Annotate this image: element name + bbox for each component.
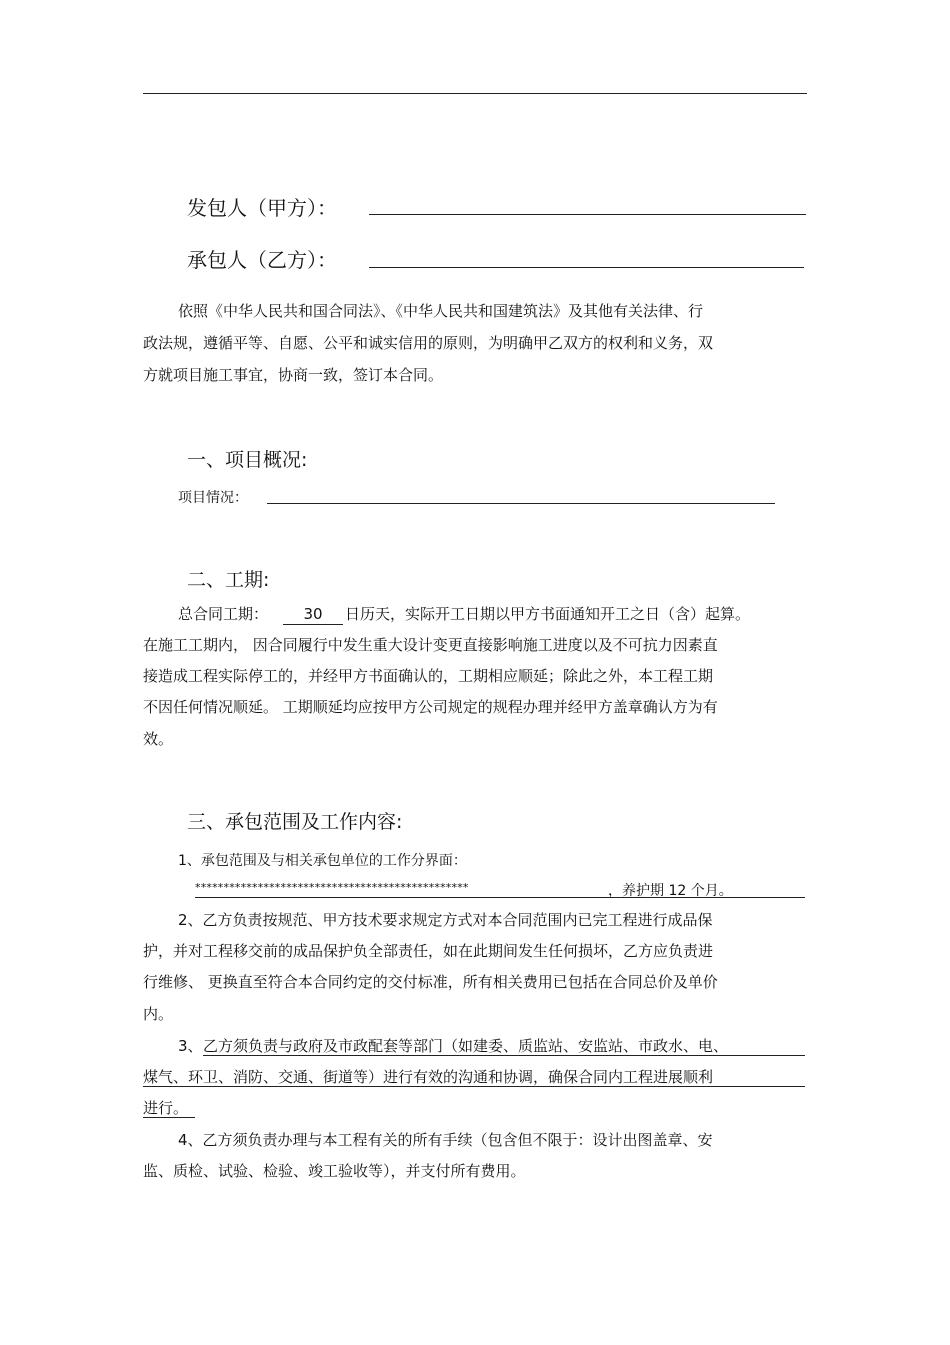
party-b-blank[interactable] bbox=[369, 267, 804, 268]
party-b-label: 承包人（乙方）： bbox=[187, 248, 337, 272]
period-prefix: 总合同工期： bbox=[178, 605, 269, 623]
item-2-line-2: 护，并对工程移交前的成品保护负全部责任，如在此期间发生任何损坏，乙方应负责进 bbox=[143, 942, 714, 960]
period-line-4: 不因任何情况顺延。 工期顺延均应按甲方公司规定的规程办理并经甲方盖章确认方为有 bbox=[143, 698, 718, 716]
section-1-title: 一、项目概况: bbox=[187, 449, 308, 471]
period-line-3: 接造成工程实际停工的，并经甲方书面确认的，工期相应顺延；除此之外，本工程工期 bbox=[143, 667, 714, 685]
period-line-5: 效。 bbox=[143, 730, 174, 748]
section-3-title: 三、承包范围及工作内容: bbox=[187, 811, 403, 833]
item-3-underline-2 bbox=[143, 1086, 805, 1087]
item-3-underline-3 bbox=[143, 1117, 195, 1118]
item-1-warranty: ，养护期 12 个月。 bbox=[608, 883, 733, 899]
item-3-line-1: 乙方须负责与政府及市政配套等部门（如建委、质监站、安监站、市政水、电、 bbox=[203, 1037, 729, 1055]
period-line-1-rest: 日历天，实际开工日期以甲方书面通知开工之日（含）起算。 bbox=[345, 605, 751, 623]
section-2-title: 二、工期: bbox=[187, 569, 270, 591]
item-2-line-1: 2、乙方负责按规范、甲方技术要求规定方式对本合同范围内已完工程进行成品保 bbox=[178, 911, 713, 929]
project-blank[interactable] bbox=[267, 503, 775, 504]
party-a-blank[interactable] bbox=[369, 214, 806, 215]
intro-line-3: 方就项目施工事宜，协商一致，签订本合同。 bbox=[143, 366, 444, 384]
intro-line-2: 政法规，遵循平等、自愿、公平和诚实信用的原则，为明确甲乙双方的权利和义务，双 bbox=[143, 334, 714, 352]
item-1-line-1: 1、承包范围及与相关承包单位的工作分界面： bbox=[178, 853, 467, 869]
item-1-scope-stars: ************************************************ bbox=[195, 881, 469, 894]
header-rule bbox=[143, 93, 807, 94]
period-days: 30 bbox=[303, 605, 323, 623]
item-2-line-4: 内。 bbox=[143, 1005, 174, 1023]
item-3-line-2: 煤气、环卫、消防、交通、街道等）进行有效的沟通和协调，确保合同内工程进展顺利 bbox=[143, 1068, 714, 1086]
item-3-underline-1 bbox=[203, 1055, 805, 1056]
party-a-label: 发包人（甲方）： bbox=[187, 196, 337, 220]
item-4-line-2: 监、质检、试验、检验、竣工验收等），并支付所有费用。 bbox=[143, 1162, 526, 1180]
item-2-line-3: 行维修、 更换直至符合本合同约定的交付标准，所有相关费用已包括在合同总价及单价 bbox=[143, 973, 718, 991]
item-3-number: 3、 bbox=[178, 1037, 203, 1055]
period-line-2: 在施工工期内， 因合同履行中发生重大设计变更直接影响施工进度以及不可抗力因素直 bbox=[143, 636, 718, 654]
item-1-underline bbox=[195, 897, 805, 898]
intro-line-1: 依照《中华人民共和国合同法》、《中华人民共和国建筑法》及其他有关法律、行 bbox=[178, 302, 704, 320]
item-4-line-1: 4、乙方须负责办理与本工程有关的所有手续（包含但不限于：设计出图盖章、安 bbox=[178, 1131, 713, 1149]
period-days-underline bbox=[283, 624, 343, 625]
item-3-line-3: 进行。 bbox=[143, 1099, 189, 1117]
project-label: 项目情况： bbox=[178, 490, 248, 506]
